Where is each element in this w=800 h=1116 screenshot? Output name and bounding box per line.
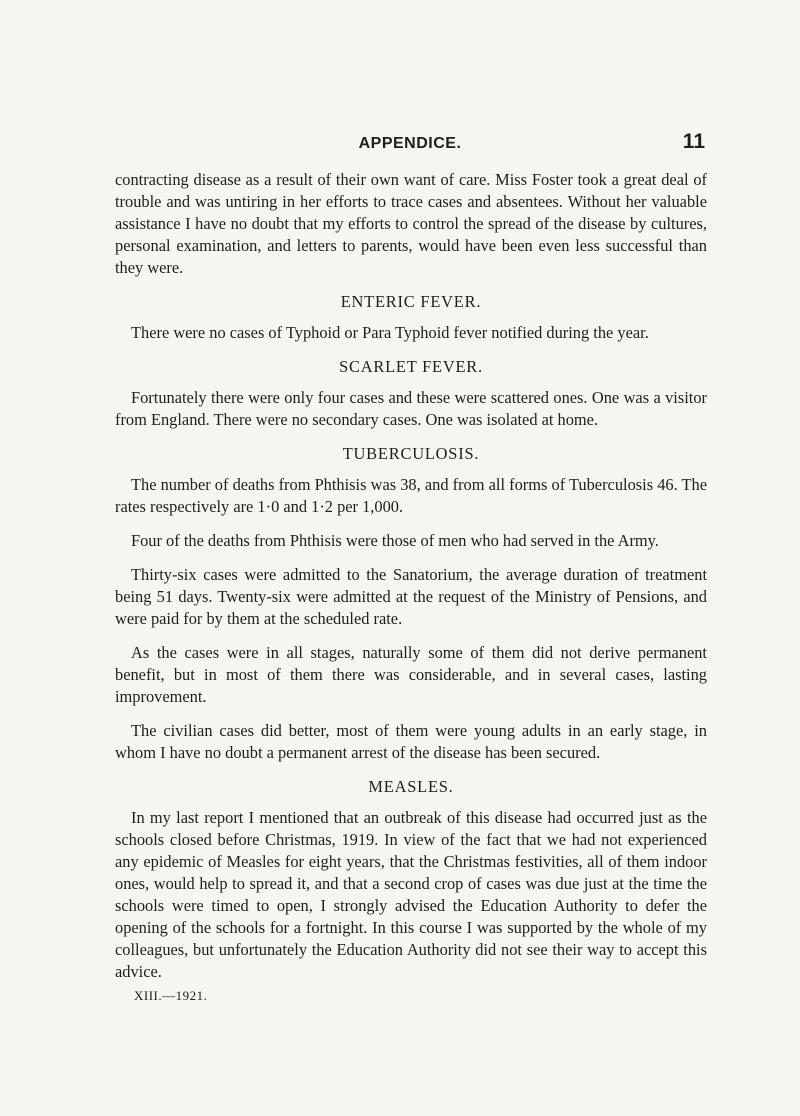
footer-signature: XIII.—1921. (134, 988, 208, 1003)
heading-enteric-fever: ENTERIC FEVER. (340, 292, 482, 311)
running-head (115, 130, 705, 156)
paragraph-scarlet: Fortunately there were only four cases and these were scattered ones. One was a visitor from England. There were no secondary cases. One was isolated at home. (115, 388, 707, 429)
heading-scarlet-fever: SCARLET FEVER. (339, 357, 483, 376)
paragraph-measles: In my last report I mentioned that an outbreak of this disease had occurred just as the schools closed before Christmas, 1919. In view of the fact that we had not experienced any epidemic of Measles for eight years, that the Christmas festivities, all of them indoor ones, would help to spread it, and that a second crop of cases was due just at the time the schools were timed to open, I strongly advised the Education Authority to defer the opening of the schools for a fortnight. In this course I was supported by the whole of my colleagues, but unfortunately the Education Authority did not see their way to accept this advice. (115, 808, 707, 981)
paragraph-enteric: There were no cases of Typhoid or Para Typhoid fever notified during the year. (131, 323, 649, 342)
paragraph-tuberculosis-4: As the cases were in all stages, naturally some of them did not derive permanent benefit, but in most of them there was considerable, and in several cases, lasting improvement. (115, 643, 707, 706)
paragraph-tuberculosis-5: The civilian cases did better, most of them were young adults in an early stage, in whom I have no doubt a permanent arrest of the disease has been secured. (115, 721, 707, 762)
body-text (115, 169, 707, 1007)
paragraph-tuberculosis-1: The number of deaths from Phthisis was 38, and from all forms of Tuberculosis 46. The rates respectively are 1·0 and 1·2 per 1,000. (115, 475, 707, 516)
paragraph-tuberculosis-3: Thirty-six cases were admitted to the Sanatorium, the average duration of treatment being 51 days. Twenty-six were admitted at the request of the Ministry of Pensions, and were paid for by them at the scheduled rate. (115, 565, 707, 628)
running-title: APPENDICE. (358, 135, 462, 152)
page-number: 11 (682, 130, 705, 153)
paragraph-tuberculosis-2: Four of the deaths from Phthisis were those of men who had served in the Army. (131, 531, 659, 550)
heading-tuberculosis: TUBERCULOSIS. (342, 444, 480, 463)
paragraph-intro: contracting disease as a result of their own want of care. Miss Foster took a great deal of trouble and was untiring in her efforts to trace cases and absentees. Without her valuable assistance I have no doubt that my efforts to control the spread of the disease by cultures, personal examination, and letters to parents, would have been even less successful than they were. (115, 170, 707, 277)
heading-measles: MEASLES. (368, 777, 454, 796)
